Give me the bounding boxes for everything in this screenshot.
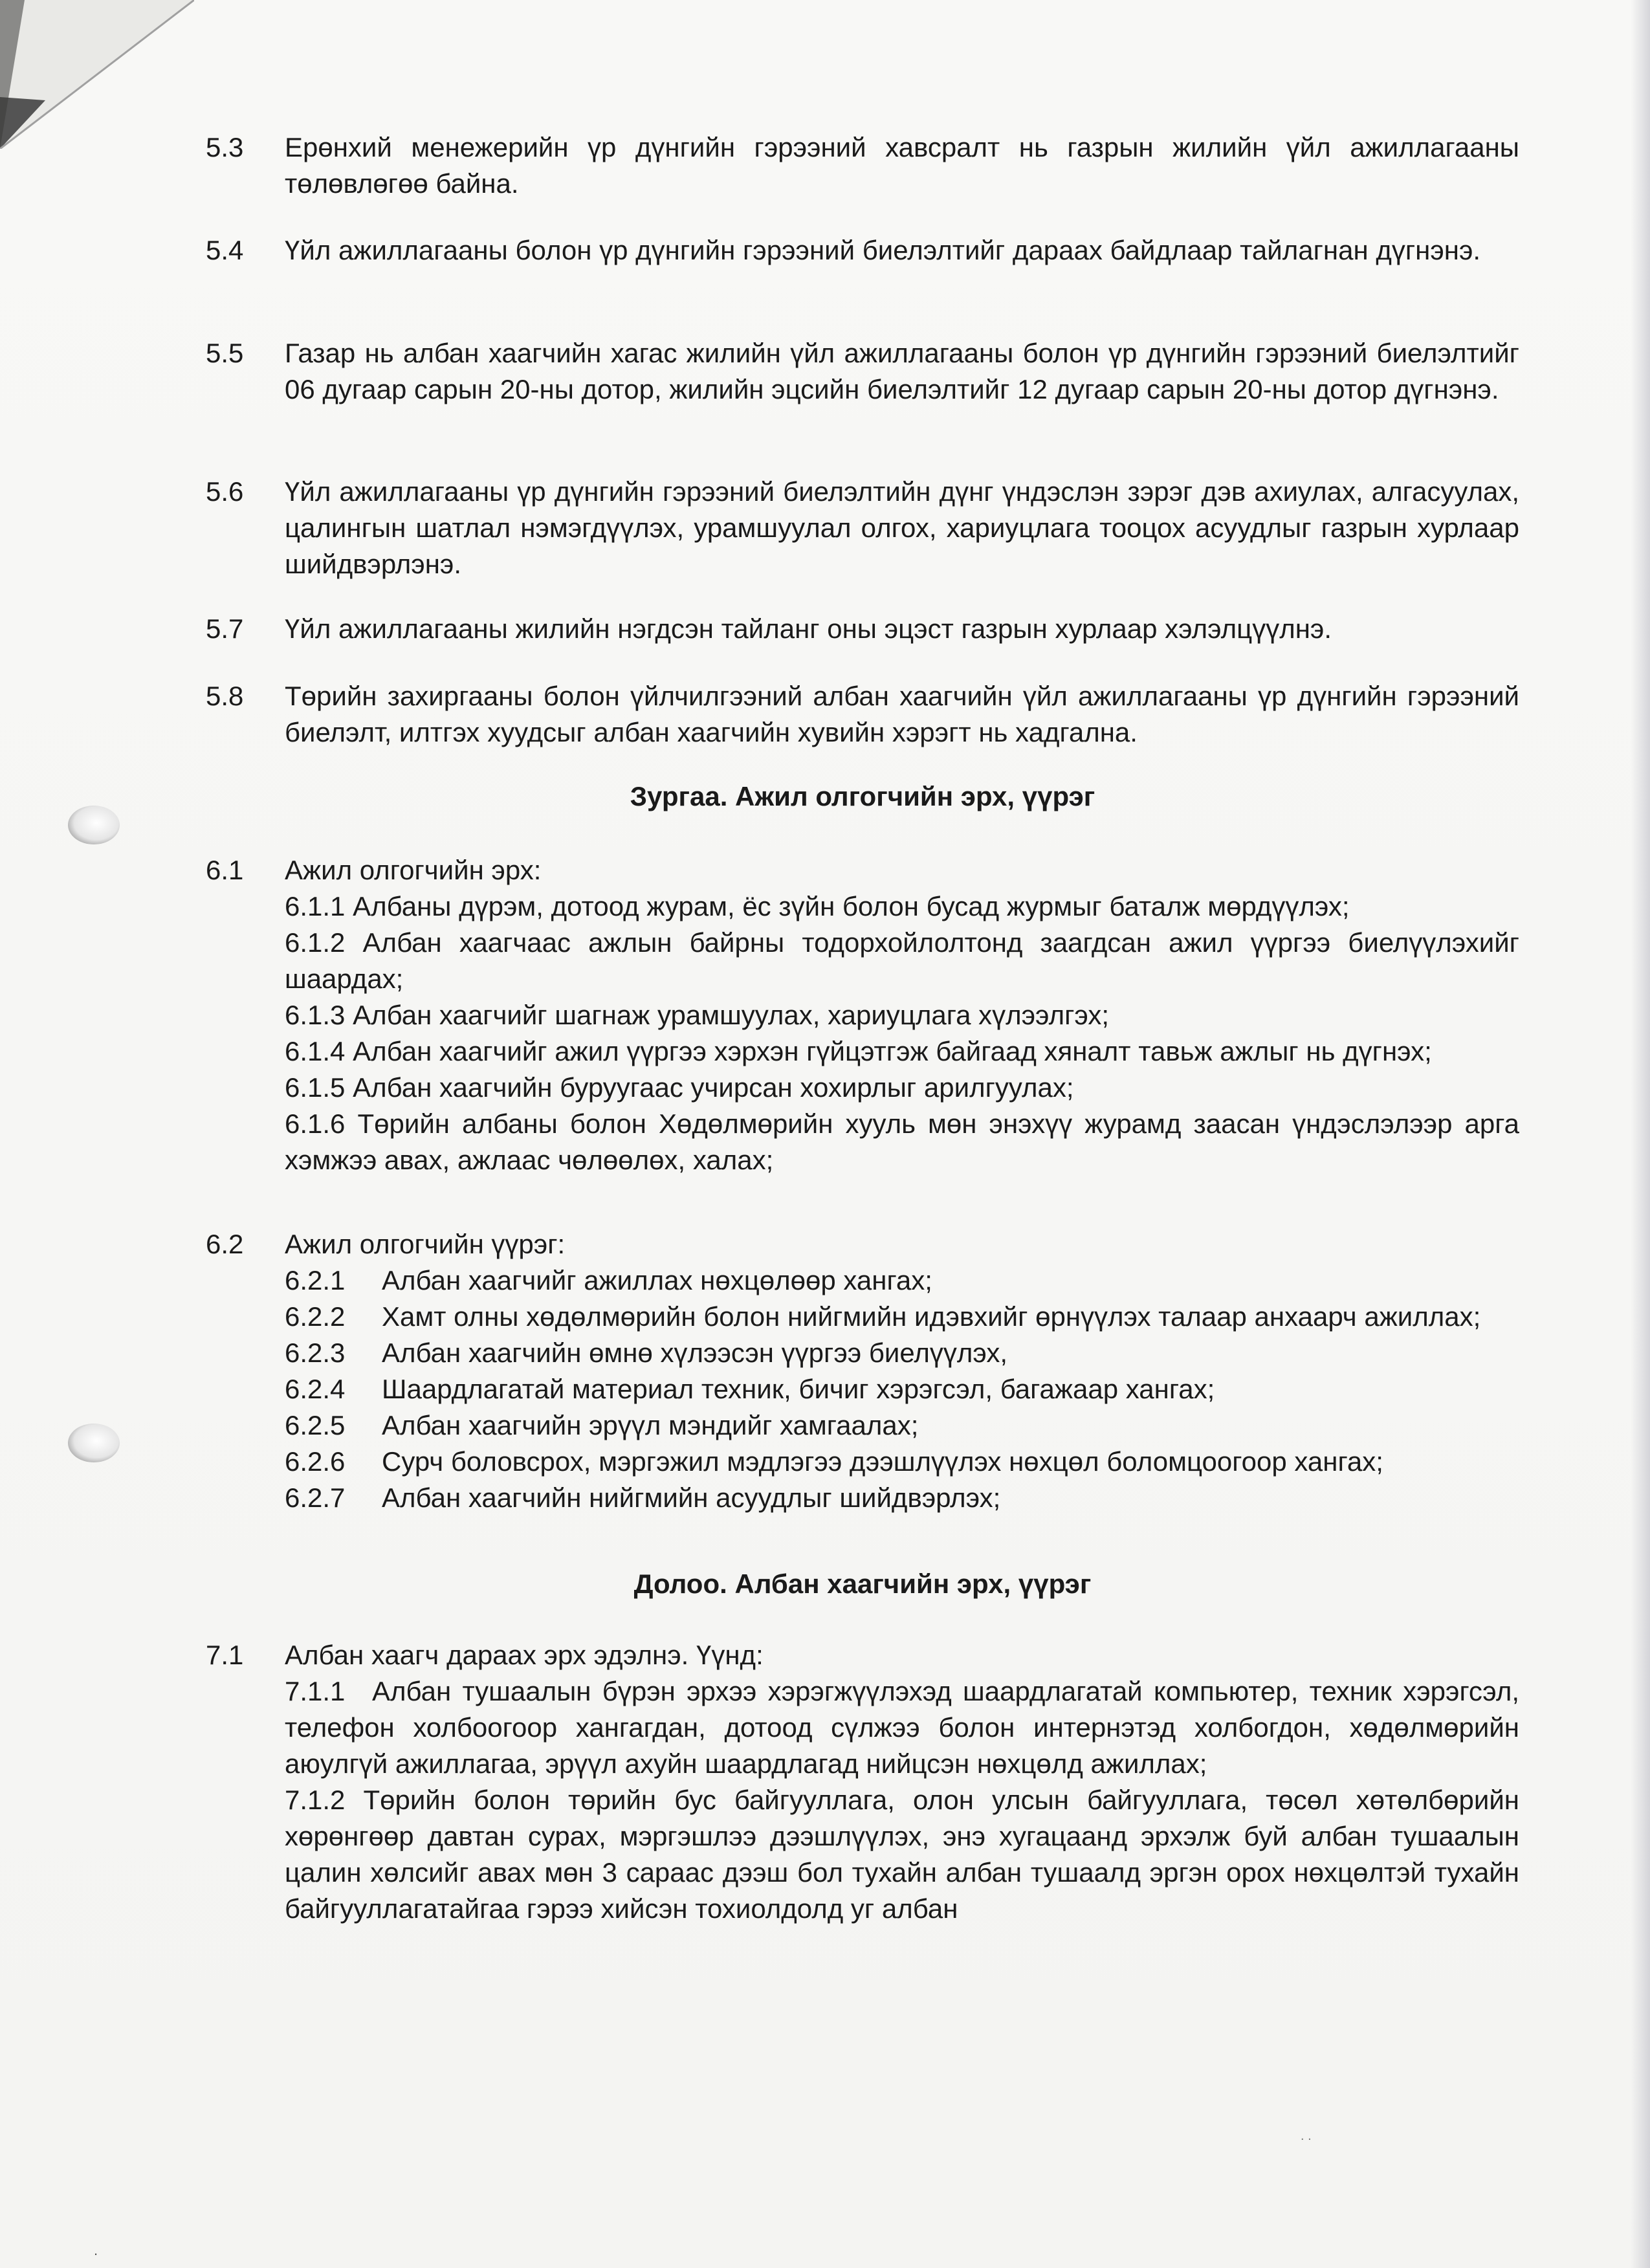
- clause-number: 5.3: [206, 132, 244, 162]
- subclause-number: 6.2.3: [285, 1338, 346, 1368]
- subclause-number: 6.1.6: [285, 1108, 346, 1139]
- subclause-6-1-1: [285, 888, 1519, 925]
- subclause-text: Шаардлагатай материал техник, бичиг хэрэгсэл, багажаар хангах;: [382, 1374, 1215, 1404]
- subclause-7-1-2: [285, 1782, 1519, 1927]
- folded-corner: [0, 0, 194, 149]
- clause-body: [285, 1226, 1519, 1516]
- clause-text: Ерөнхий менежерийн үр дүнгийн гэрээний хавсралт нь газрын жилийн үйл ажиллагааны төлөвлөгөө байна.: [285, 132, 1519, 199]
- scan-mark: .: [94, 2242, 98, 2258]
- subclause-text: Албан хаагчийг шагнаж урамшуулах, хариуцлага хүлээлгэх;: [353, 1000, 1110, 1030]
- subclause-text: Албан хаагчийн буруугаас учирсан хохирлыг арилгуулах;: [353, 1072, 1074, 1103]
- clause-text: Газар нь албан хаагчийн хагас жилийн үйл ажиллагааны болон үр дүнгийн гэрээний биелэлтийг 06 дугаар сарын 20-ны дотор, жилийн эцсийн биелэлтийг 12 дугаар сарын 20-ны дотор дүгнэнэ.: [285, 338, 1519, 404]
- subclause-text: Сурч боловсрох, мэргэжил мэдлэгээ дээшлүүлэх нөхцөл боломцоогоор хангах;: [382, 1446, 1383, 1477]
- subclause-6-2-5: [285, 1407, 1519, 1444]
- clause-number: 5.4: [206, 235, 244, 265]
- subclause-number: 6.2.2: [285, 1301, 346, 1332]
- section-heading-7: Долоо. Албан хаагчийн эрх, үүрэг: [633, 1569, 1092, 1599]
- subclause-6-1-3: [285, 997, 1519, 1033]
- clause-text: Үйл ажиллагааны үр дүнгийн гэрээний биелэлтийн дүнг үндэслэн зэрэг дэв ахиулах, алгасуулах, цалингын шатлал нэмэгдүүлэх, урамшуулал олгох, хариуцлага тооцох асуудлыг газрын хурлаар шийдвэрлэнэ.: [285, 476, 1519, 579]
- punch-hole: [68, 1424, 120, 1462]
- punch-hole: [68, 806, 120, 844]
- clause-number: 5.8: [206, 681, 244, 711]
- subclause-7-1-1: [285, 1673, 1519, 1782]
- page-edge-shadow: [1631, 0, 1650, 2268]
- section-heading-6: Зургаа. Ажил олгогчийн эрх, үүрэг: [630, 781, 1095, 811]
- clause-title: Албан хаагч дараах эрх эдэлнэ. Үүнд:: [285, 1640, 764, 1670]
- subclause-number: 7.1.2: [285, 1785, 346, 1815]
- subclause-6-1-4: [285, 1033, 1519, 1070]
- subclause-6-1-5: [285, 1070, 1519, 1106]
- subclause-number: 7.1.1: [285, 1676, 346, 1706]
- subclause-text: Албан хаагчийг ажил үүргээ хэрхэн гүйцэтгэж байгаад хяналт тавьж ажлыг нь дүгнэх;: [353, 1036, 1432, 1066]
- subclause-number: 6.1.4: [285, 1036, 346, 1066]
- subclause-number: 6.2.1: [285, 1265, 346, 1295]
- subclause-6-2-3: [285, 1335, 1519, 1371]
- subclause-text: Албан хаагчийн эрүүл мэндийг хамгаалах;: [382, 1410, 919, 1440]
- subclause-text: Төрийн албаны болон Хөдөлмөрийн хууль мөн энэхүү журамд заасан үндэслэлээр арга хэмжээ авах, ажлаас чөлөөлөх, халах;: [285, 1108, 1519, 1175]
- subclause-number: 6.2.4: [285, 1374, 346, 1404]
- subclause-6-2-6: [285, 1444, 1519, 1480]
- subclause-number: 6.1.2: [285, 927, 346, 958]
- clause-text: Үйл ажиллагааны жилийн нэгдсэн тайланг оны эцэст газрын хурлаар хэлэлцүүлнэ.: [285, 613, 1332, 644]
- clause-body: [285, 852, 1519, 1178]
- subclause-text: Албан хаагчийн нийгмийн асуудлыг шийдвэрлэх;: [382, 1482, 1001, 1513]
- subclause-6-1-2: [285, 925, 1519, 997]
- subclause-6-2-2: [285, 1299, 1519, 1335]
- subclause-text: Албан хаагчаас ажлын байрны тодорхойлолтонд заагдсан ажил үүргээ биелүүлэхийг шаардах;: [285, 927, 1519, 994]
- clause-body: [285, 1637, 1519, 1927]
- clause-title: Ажил олгогчийн үүрэг:: [285, 1229, 566, 1259]
- subclause-6-1-6: [285, 1106, 1519, 1178]
- clause-number: 6.2: [206, 1229, 244, 1259]
- clause-text: Үйл ажиллагааны болон үр дүнгийн гэрээний биелэлтийг дараах байдлаар тайлагнан дүгнэнэ.: [285, 235, 1481, 265]
- subclause-6-2-1: [285, 1262, 1519, 1299]
- subclause-6-2-4: [285, 1371, 1519, 1407]
- subclause-text: Төрийн болон төрийн бус байгууллага, олон улсын байгууллага, төсөл хөтөлбөрийн хөрөнгөөр давтан сурах, мэргэшлээ дээшлүүлэх, энэ хугацаанд эрхэлж буй албан тушаалын цалин хөлсийг авах мөн 3 сараас дээш бол тухайн албан тушаалд эргэн орох нөхцөлтэй тухайн байгууллагатайгаа гэрээ хийсэн тохиолдолд уг албан: [285, 1785, 1519, 1924]
- subclause-text: Хамт олны хөдөлмөрийн болон нийгмийн идэвхийг өрнүүлэх талаар анхаарч ажиллах;: [382, 1301, 1481, 1332]
- clause-number: 6.1: [206, 855, 244, 885]
- clause-text: Төрийн захиргааны болон үйлчилгээний албан хаагчийн үйл ажиллагааны үр дүнгийн гэрээний биелэлт, илтгэх хуудсыг албан хаагчийн хувийн хэрэгт нь хадгална.: [285, 681, 1519, 747]
- clause-number: 5.5: [206, 338, 244, 368]
- subclause-text: Албаны дүрэм, дотоод журам, ёс зүйн болон бусад журмыг баталж мөрдүүлэх;: [353, 891, 1350, 921]
- subclause-text: Албан тушаалын бүрэн эрхээ хэрэгжүүлэхэд шаардлагатай компьютер, техник хэрэгсэл, телефон холбоогоор хангагдан, дотоод сүлжээ болон интернэтэд холбогдон, хөдөлмөрийн аюулгүй ажиллагаа, эрүүл ахуйн шаардлагад нийцсэн нөхцөлд ажиллах;: [285, 1676, 1519, 1779]
- subclause-number: 6.2.6: [285, 1446, 346, 1477]
- subclause-text: Албан хаагчийн өмнө хүлээсэн үүргээ биелүүлэх,: [382, 1338, 1007, 1368]
- clause-number: 5.7: [206, 613, 244, 644]
- clause-title: Ажил олгогчийн эрх:: [285, 855, 542, 885]
- subclause-6-2-7: [285, 1480, 1519, 1516]
- subclause-number: 6.1.1: [285, 891, 346, 921]
- subclause-number: 6.2.7: [285, 1482, 346, 1513]
- scan-dots: . .: [1301, 2129, 1312, 2143]
- clause-number: 7.1: [206, 1640, 244, 1670]
- subclause-number: 6.1.5: [285, 1072, 346, 1103]
- clause-number: 5.6: [206, 476, 244, 507]
- subclause-text: Албан хаагчийг ажиллах нөхцөлөөр хангах;: [382, 1265, 932, 1295]
- subclause-number: 6.2.5: [285, 1410, 346, 1440]
- subclause-number: 6.1.3: [285, 1000, 346, 1030]
